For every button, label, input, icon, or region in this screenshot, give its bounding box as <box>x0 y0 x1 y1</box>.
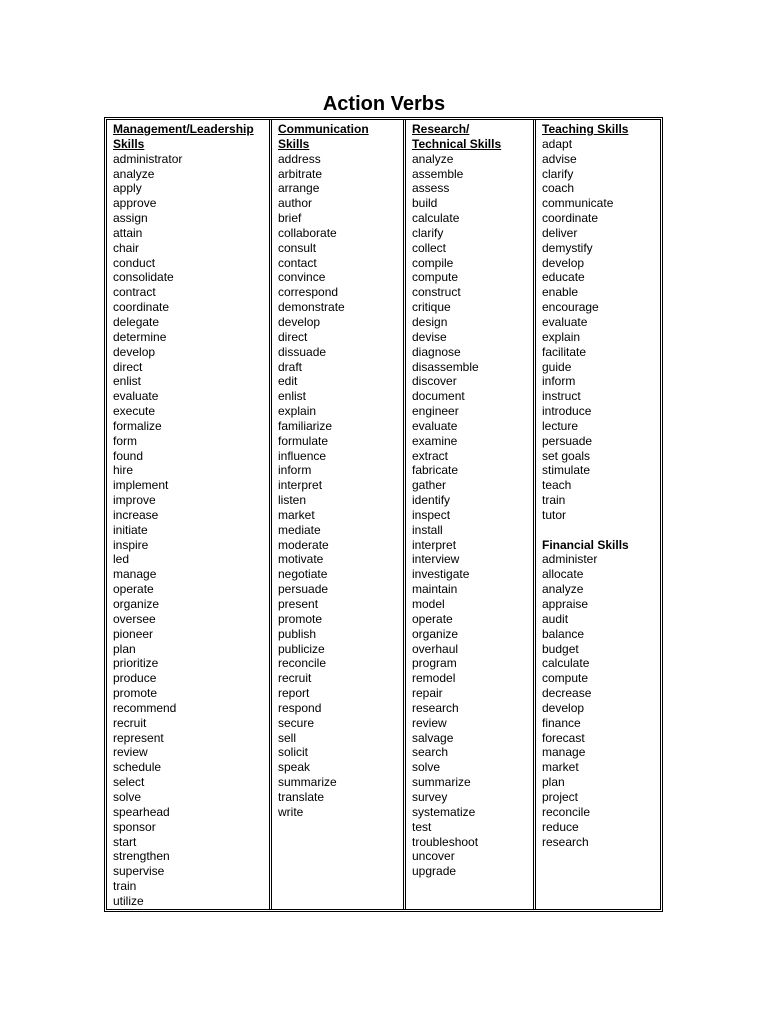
verb-item: document <box>412 389 465 404</box>
verb-item: listen <box>278 493 307 508</box>
verb-item: initiate <box>113 522 148 537</box>
verb-item: enable <box>542 285 579 300</box>
verb-item: decrease <box>542 686 592 701</box>
verb-item: summarize <box>278 775 337 790</box>
verb-item: market <box>542 760 579 775</box>
verb-item: salvage <box>412 730 454 745</box>
verb-item: moderate <box>278 537 329 552</box>
verb-item: adapt <box>542 136 573 151</box>
verb-item: develop <box>542 255 585 270</box>
verb-item: inspect <box>412 507 451 522</box>
verb-item: publish <box>278 626 317 641</box>
column-heading <box>278 122 397 152</box>
verb-item: produce <box>113 671 157 686</box>
verb-item: build <box>412 196 438 211</box>
verb-item: speak <box>278 760 311 775</box>
verb-item: select <box>113 775 145 790</box>
verb-item: engineer <box>412 404 459 419</box>
verb-item: solve <box>412 760 441 775</box>
verb-item: manage <box>542 745 586 760</box>
verb-item: prioritize <box>113 656 159 671</box>
verb-item: found <box>113 448 144 463</box>
verb-item: formulate <box>278 433 329 448</box>
heading-line: Skills <box>278 136 310 151</box>
verb-item: address <box>278 151 321 166</box>
verb-item: sell <box>278 730 297 745</box>
column-communication <box>269 120 403 909</box>
verb-item: consult <box>278 240 317 255</box>
verb-item: edit <box>278 374 298 389</box>
verb-item: reduce <box>542 819 579 834</box>
verb-item: advise <box>542 151 577 166</box>
verb-item: demystify <box>542 240 593 255</box>
verb-item: interpret <box>412 537 457 552</box>
verb-item: report <box>278 686 310 701</box>
section-heading-financial: Financial Skills <box>542 537 629 552</box>
verb-item: operate <box>113 582 154 597</box>
verb-item: reconcile <box>278 656 327 671</box>
verb-item: increase <box>113 507 159 522</box>
verb-item: extract <box>412 448 449 463</box>
verb-item: calculate <box>412 211 460 226</box>
verb-item: upgrade <box>412 864 457 879</box>
verb-item: plan <box>542 775 565 790</box>
verb-item: troubleshoot <box>412 834 479 849</box>
verb-list <box>113 152 263 909</box>
verb-item: collect <box>412 240 447 255</box>
verb-item: evaluate <box>542 314 588 329</box>
verb-list <box>278 152 397 820</box>
verb-item: model <box>412 597 445 611</box>
verb-item: devise <box>412 329 447 344</box>
verb-list <box>412 152 527 879</box>
verb-item: forecast <box>542 730 585 745</box>
column-research-technical <box>403 120 533 909</box>
verb-item: supervise <box>113 864 165 879</box>
verb-item: utilize <box>113 893 144 908</box>
verb-item: administrator <box>113 151 183 166</box>
verb-item: review <box>113 745 148 760</box>
verb-item: examine <box>412 433 458 448</box>
verb-item: research <box>412 700 459 715</box>
verb-item: formalize <box>113 418 162 433</box>
verb-item: delegate <box>113 314 160 329</box>
verb-item: direct <box>113 359 143 374</box>
verb-item: program <box>412 656 457 671</box>
verb-item: improve <box>113 493 156 508</box>
verb-item: guide <box>542 359 572 374</box>
verb-item: represent <box>113 730 164 745</box>
verb-item: review <box>412 715 447 730</box>
verb-item: interview <box>412 552 460 567</box>
verb-item: enlist <box>113 374 142 389</box>
verb-item: write <box>278 804 304 819</box>
verb-item: inform <box>542 374 576 389</box>
verb-item: fabricate <box>412 463 459 478</box>
verb-item: compute <box>542 671 589 686</box>
verb-item: arrange <box>278 181 320 196</box>
verb-item: analyze <box>113 166 155 181</box>
verb-item: balance <box>542 626 585 641</box>
verb-item: discover <box>412 374 457 389</box>
verb-item: persuade <box>542 433 593 448</box>
verb-item: strengthen <box>113 849 170 864</box>
verb-item: search <box>412 745 449 760</box>
verb-item: survey <box>412 789 448 804</box>
verb-item: assess <box>412 181 450 196</box>
verb-item: publicize <box>278 641 325 656</box>
verb-item: coordinate <box>113 300 170 315</box>
verb-item: construct <box>412 285 461 300</box>
verb-item: author <box>278 196 313 211</box>
verb-item: clarify <box>412 225 444 240</box>
column-management-leadership <box>107 120 269 909</box>
column-teaching-financial <box>533 120 660 909</box>
verb-item: deliver <box>542 225 578 240</box>
verb-item: apply <box>113 181 142 196</box>
verb-item: compile <box>412 255 454 270</box>
verb-item: disassemble <box>412 359 479 374</box>
verb-item: attain <box>113 225 143 240</box>
verb-item: manage <box>113 567 157 582</box>
verb-item: start <box>113 834 137 849</box>
verb-item: approve <box>113 196 157 211</box>
verb-item: interpret <box>278 478 323 493</box>
verb-item: solve <box>113 789 142 804</box>
verb-item: tutor <box>542 507 567 522</box>
verb-item: sponsor <box>113 819 156 834</box>
verb-item: test <box>412 819 432 834</box>
verb-item: research <box>542 834 589 849</box>
verb-item: set goals <box>542 448 591 463</box>
verb-item: mediate <box>278 522 321 537</box>
verb-item: draft <box>278 359 303 374</box>
verb-item: assign <box>113 211 148 226</box>
verb-item: evaluate <box>412 418 458 433</box>
verb-item: promote <box>278 611 323 626</box>
verb-item: summarize <box>412 775 471 790</box>
verb-item: motivate <box>278 552 324 567</box>
verb-item: diagnose <box>412 344 461 359</box>
verb-item: promote <box>113 686 158 701</box>
verb-item: recruit <box>113 715 147 730</box>
verb-item: calculate <box>542 656 590 671</box>
verb-item: organize <box>412 626 459 641</box>
verb-item: maintain <box>412 582 458 597</box>
verb-item: inform <box>278 463 312 478</box>
verb-item: repair <box>412 686 443 701</box>
verb-item: remodel <box>412 671 456 686</box>
verb-item: audit <box>542 611 569 626</box>
verb-item: explain <box>542 329 581 344</box>
verb-item: lecture <box>542 418 579 433</box>
verb-item: determine <box>113 329 167 344</box>
page-title: Action Verbs <box>322 93 446 115</box>
verb-item: uncover <box>412 849 455 864</box>
verb-item: secure <box>278 715 315 730</box>
verb-item: encourage <box>542 300 599 315</box>
verb-list <box>542 552 654 849</box>
verb-item: educate <box>542 270 585 285</box>
heading-line: Skills <box>113 136 145 151</box>
verb-item: led <box>113 552 130 567</box>
verb-item: convince <box>278 270 326 285</box>
heading-line: Research/ <box>412 122 470 136</box>
verb-item: develop <box>278 314 321 329</box>
verb-item: introduce <box>542 404 592 419</box>
verb-item: systematize <box>412 804 476 819</box>
verb-item: budget <box>542 641 579 656</box>
verb-item: arbitrate <box>278 166 323 181</box>
verb-item: investigate <box>412 567 470 582</box>
verb-item: translate <box>278 789 325 804</box>
verb-item: respond <box>278 700 322 715</box>
verb-item: schedule <box>113 760 162 775</box>
verb-item: develop <box>113 344 156 359</box>
verb-item: contract <box>113 285 156 300</box>
action-verbs-table <box>104 117 663 912</box>
verb-item: familiarize <box>278 418 333 433</box>
verb-item: assemble <box>412 166 464 181</box>
verb-item: plan <box>113 641 136 656</box>
verb-item: train <box>113 879 137 894</box>
verb-item: overhaul <box>412 641 459 656</box>
verb-item: operate <box>412 611 453 626</box>
verb-item: teach <box>542 478 572 493</box>
verb-item: coordinate <box>542 211 599 226</box>
verb-item: market <box>278 507 315 522</box>
verb-item: correspond <box>278 285 339 300</box>
verb-item: influence <box>278 448 327 463</box>
column-heading <box>542 122 654 137</box>
verb-item: consolidate <box>113 270 174 285</box>
verb-item: organize <box>113 597 160 611</box>
verb-item: develop <box>542 700 585 715</box>
verb-item: instruct <box>542 389 581 404</box>
verb-item: critique <box>412 300 451 315</box>
verb-item: solicit <box>278 745 309 760</box>
verb-item: gather <box>412 478 447 493</box>
heading-line: Management/Leadership <box>113 122 254 136</box>
verb-item: design <box>412 314 448 329</box>
verb-item: allocate <box>542 567 584 582</box>
verb-item: implement <box>113 478 169 493</box>
heading-line: Communication <box>278 122 369 136</box>
verb-item: project <box>542 789 579 804</box>
verb-item: persuade <box>278 582 329 597</box>
verb-item: negotiate <box>278 567 328 582</box>
verb-item: conduct <box>113 255 156 270</box>
verb-item: stimulate <box>542 463 591 478</box>
verb-item: communicate <box>542 196 614 211</box>
verb-item: analyze <box>542 582 584 597</box>
verb-item: present <box>278 597 319 611</box>
verb-item: collaborate <box>278 225 337 240</box>
verb-item: oversee <box>113 611 156 626</box>
heading-line: Teaching Skills <box>542 122 629 136</box>
verb-item: form <box>113 433 137 448</box>
verb-item: dissuade <box>278 344 327 359</box>
verb-item: pioneer <box>113 626 154 641</box>
verb-item: demonstrate <box>278 300 345 315</box>
verb-item: identify <box>412 493 451 508</box>
verb-item: coach <box>542 181 575 196</box>
verb-item: compute <box>412 270 459 285</box>
verb-item: train <box>542 493 566 508</box>
heading-line: Technical Skills <box>412 136 502 151</box>
verb-item: administer <box>542 552 598 567</box>
verb-item: explain <box>278 404 317 419</box>
verb-item: reconcile <box>542 804 591 819</box>
verb-item: chair <box>113 240 140 255</box>
verb-item: clarify <box>542 166 574 181</box>
verb-item: inspire <box>113 537 149 552</box>
column-heading <box>412 122 527 152</box>
verb-item: execute <box>113 404 156 419</box>
verb-item: analyze <box>412 151 454 166</box>
verb-item: hire <box>113 463 134 478</box>
verb-item: enlist <box>278 389 307 404</box>
verb-item: direct <box>278 329 308 344</box>
verb-item: finance <box>542 715 581 730</box>
verb-item: facilitate <box>542 344 587 359</box>
verb-item: contact <box>278 255 317 270</box>
verb-item: evaluate <box>113 389 159 404</box>
verb-item: appraise <box>542 597 589 611</box>
verb-item: recommend <box>113 700 177 715</box>
verb-item: recruit <box>278 671 312 686</box>
verb-item: brief <box>278 211 302 226</box>
column-heading <box>113 122 263 152</box>
verb-item: spearhead <box>113 804 170 819</box>
verb-item: install <box>412 522 443 537</box>
verb-list <box>542 137 654 523</box>
